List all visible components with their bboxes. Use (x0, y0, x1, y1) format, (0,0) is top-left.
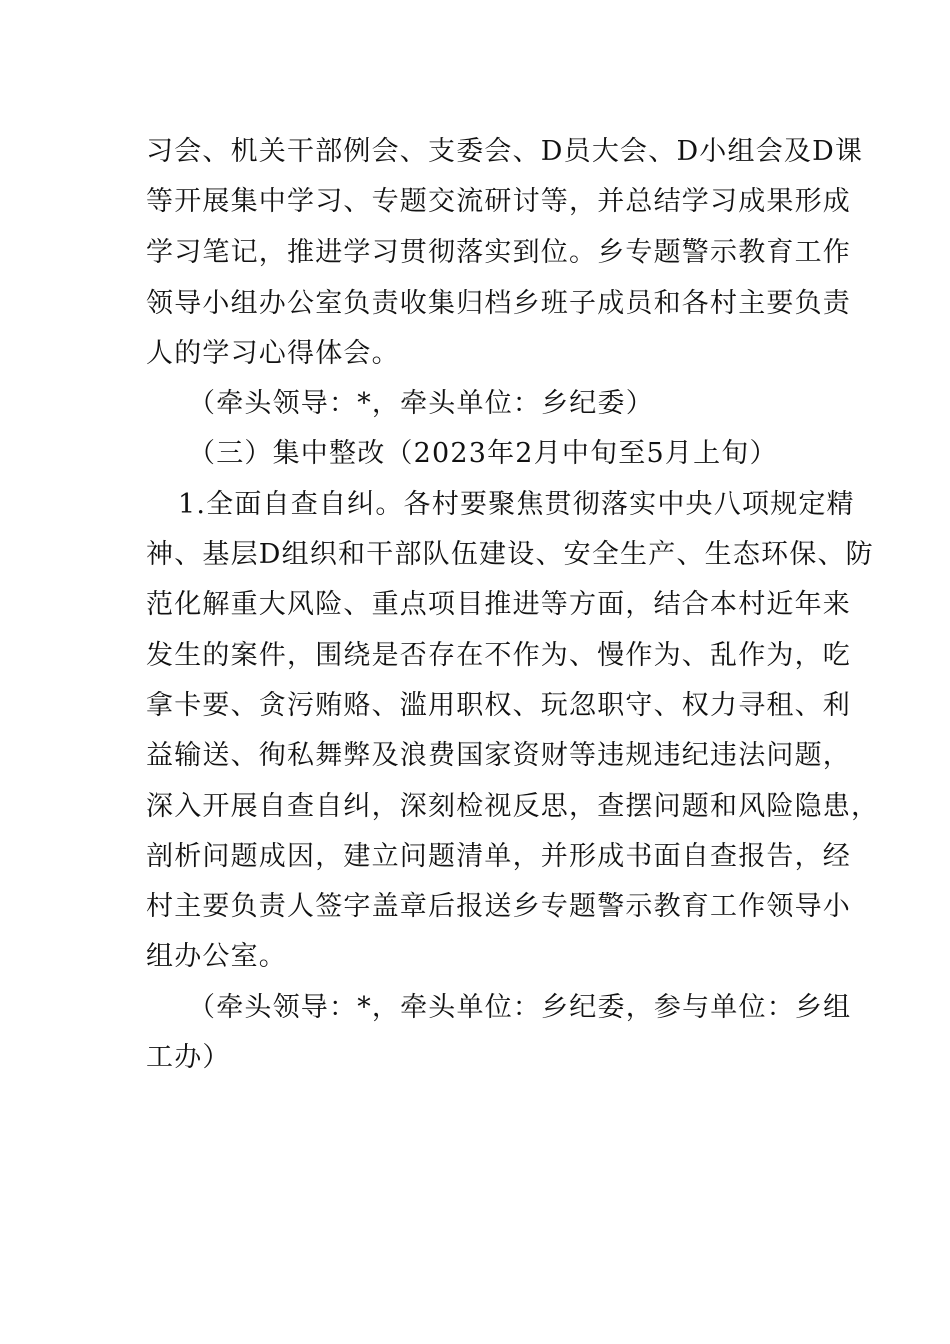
text-line: 工办） (146, 1042, 231, 1073)
text-line: 人的学习心得体会。 (146, 338, 400, 369)
text-line: 深入开展自查自纠，深刻检视反思，查摆问题和风险隐患， (146, 791, 880, 822)
text-line: 1.全面自查自纠。各村要聚焦贯彻落实中央八项规定精 (178, 489, 855, 520)
text-line: （牵头领导：*，牵头单位：乡纪委） (188, 388, 654, 419)
text-line: 发生的案件，围绕是否存在不作为、慢作为、乱作为，吃 (146, 640, 851, 671)
text-line: 习会、机关干部例会、支委会、D员大会、D小组会及D课 (146, 136, 864, 167)
text-line: 学习笔记，推进学习贯彻落实到位。乡专题警示教育工作 (146, 237, 851, 268)
text-line: 范化解重大风险、重点项目推进等方面，结合本村近年来 (146, 589, 851, 620)
text-line: 神、基层D组织和干部队伍建设、安全生产、生态环保、防 (146, 539, 874, 570)
text-line: 组办公室。 (146, 941, 287, 972)
text-line: 村主要负责人签字盖章后报送乡专题警示教育工作领导小 (146, 891, 851, 922)
text-line: 领导小组办公室负责收集归档乡班子成员和各村主要负责 (146, 288, 851, 319)
text-line: 剖析问题成因，建立问题清单，并形成书面自查报告，经 (146, 841, 851, 872)
section-heading: （三）集中整改（2023年2月中旬至5月上旬） (188, 438, 778, 469)
text-line: 等开展集中学习、专题交流研讨等，并总结学习成果形成 (146, 186, 851, 217)
text-line: 益输送、徇私舞弊及浪费国家资财等违规违纪违法问题， (146, 740, 851, 771)
text-line: （牵头领导：*，牵头单位：乡纪委，参与单位：乡组 (188, 992, 852, 1023)
text-line: 拿卡要、贪污贿赂、滥用职权、玩忽职守、权力寻租、利 (146, 690, 851, 721)
